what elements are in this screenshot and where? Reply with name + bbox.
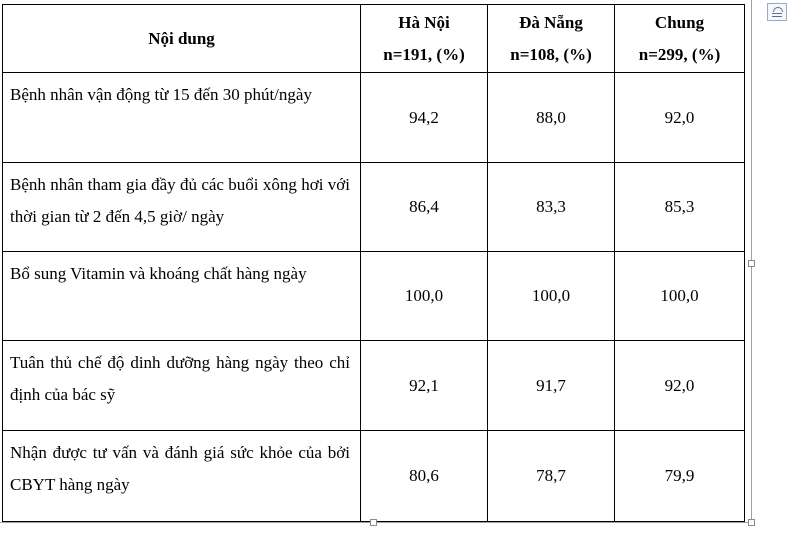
value-ha-noi: 92,1 bbox=[361, 341, 488, 431]
resize-handle-icon[interactable] bbox=[748, 519, 755, 526]
header-chung: Chung n=299, (%) bbox=[615, 5, 745, 73]
value-da-nang: 91,7 bbox=[488, 341, 615, 431]
table-row bbox=[3, 73, 745, 163]
value-da-nang: 100,0 bbox=[488, 252, 615, 341]
row-content: Bổ sung Vitamin và khoáng chất hàng ngày bbox=[3, 252, 361, 341]
row-content: Nhận được tư vấn và đánh giá sức khỏe của bởi CBYT hàng ngày bbox=[3, 431, 361, 522]
layout-options-icon[interactable] bbox=[767, 3, 787, 21]
value-da-nang: 88,0 bbox=[488, 73, 615, 163]
data-table bbox=[2, 4, 745, 522]
table-row bbox=[3, 341, 745, 431]
value-chung: 92,0 bbox=[615, 73, 745, 163]
row-content: Tuân thủ chế độ dinh dưỡng hàng ngày theo chỉ định của bác sỹ bbox=[3, 341, 361, 431]
value-ha-noi: 94,2 bbox=[361, 73, 488, 163]
value-ha-noi: 100,0 bbox=[361, 252, 488, 341]
value-ha-noi: 86,4 bbox=[361, 163, 488, 252]
table-row bbox=[3, 163, 745, 252]
header-row bbox=[3, 5, 745, 73]
resize-handle-icon[interactable] bbox=[370, 519, 377, 526]
row-content: Bệnh nhân tham gia đầy đủ các buổi xông hơi với thời gian từ 2 đến 4,5 giờ/ ngày bbox=[3, 163, 361, 252]
header-noi-dung: Nội dung bbox=[3, 5, 361, 73]
value-chung: 100,0 bbox=[615, 252, 745, 341]
header-da-nang: Đà Nẵng n=108, (%) bbox=[488, 5, 615, 73]
table-row bbox=[3, 431, 745, 522]
resize-handle-icon[interactable] bbox=[748, 260, 755, 267]
value-chung: 85,3 bbox=[615, 163, 745, 252]
table-row bbox=[3, 252, 745, 341]
value-chung: 79,9 bbox=[615, 431, 745, 522]
header-ha-noi: Hà Nội n=191, (%) bbox=[361, 5, 488, 73]
value-chung: 92,0 bbox=[615, 341, 745, 431]
row-content: Bệnh nhân vận động từ 15 đến 30 phút/ngày bbox=[3, 73, 361, 163]
value-ha-noi: 80,6 bbox=[361, 431, 488, 522]
value-da-nang: 83,3 bbox=[488, 163, 615, 252]
value-da-nang: 78,7 bbox=[488, 431, 615, 522]
